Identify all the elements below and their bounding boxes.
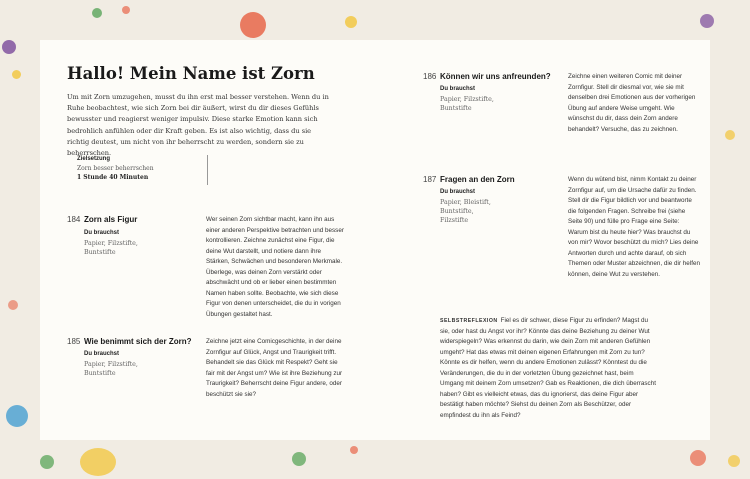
exercise-text: Zeichne jetzt eine Comicgeschichte, in der deine Zornfigur auf Glück, Angst und Traurigkeit trifft. Behandelt sie das Glück mit Respekt? Geht sie fair mit der Angst um? Wie ist ihre Beziehung zur Traurigkeit? Beherrscht deine Figur andere, oder beschützt sie sie? xyxy=(206,338,343,398)
materials-list: Papier, Bleistift, Buntstifte, Filzstifte xyxy=(440,199,491,224)
materials-list: Papier, Filzstifte, Buntstifte xyxy=(440,96,494,112)
materials-list: Papier, Filzstifte, Buntstifte xyxy=(84,361,138,377)
intro-paragraph: Um mit Zorn umzugehen, musst du ihn erst mal besser verstehen. Wenn du in Ruhe beobachtest, wie sich Zorn bei dir äußert, wirst du dir dieses Gefühls bewusster und reagierst weniger impulsiv. Diese starke Emotion kann sich bedrohlich anfühlen oder dir Kraft geben. Es ist also wichtig, dass du sie richtig deutest, um nicht von ihr beherrscht zu werden, sondern sie zu beherrschen. xyxy=(67,93,329,158)
watercolor-splash xyxy=(122,6,130,14)
materials-heading: Du brauchst xyxy=(84,230,120,236)
goal-box xyxy=(67,155,208,185)
watercolor-splash xyxy=(690,450,706,466)
watercolor-splash xyxy=(240,12,266,38)
watercolor-splash xyxy=(700,14,714,28)
exercise-title: Zorn als Figur xyxy=(84,215,138,224)
exercise-number: 186 xyxy=(423,72,437,81)
watercolor-splash xyxy=(6,405,28,427)
exercise-title: Wie benimmt sich der Zorn? xyxy=(84,337,192,346)
exercise-number: 187 xyxy=(423,175,437,184)
watercolor-splash xyxy=(728,455,740,467)
exercise-title: Fragen an den Zorn xyxy=(440,175,515,184)
watercolor-splash xyxy=(350,446,358,454)
self-reflection xyxy=(440,316,658,421)
goal-time: 1 Stunde 40 Minuten xyxy=(77,174,149,181)
materials-heading: Du brauchst xyxy=(440,189,476,195)
self-reflection-text: Fiel es dir schwer, diese Figur zu erfinden? Magst du sie, oder hast du Angst vor ihr? Könnte das deine Beziehung zu deiner Wut widerspiegeln? Was erkennst du darin, wie dein Zorn mit anderen Gefühlen umgeht? Hat das etwas mit deinen eigenen Erfahrungen mit Zorn zu tun? Könnte es dir helfen, wenn du andere Emotionen zulässt? Könntest du die Veränderungen, die du in der vorletzten Übung gezeichnet hast, beim Umgang mit deinem Zorn umsetzen? Gab es Reaktionen, die dich überrascht haben? Gibt es vielleicht etwas, das du ignorierst, das deine Figur aber bestätigt haben möchte? Siehst du deinen Zorn als Beschützer, oder empfindest du ihn als Feind? xyxy=(440,317,656,419)
page-title: Hallo! Mein Name ist Zorn xyxy=(67,64,315,83)
exercise-text: Wer seinen Zorn sichtbar macht, kann ihn aus einer anderen Perspektive betrachten und besser kontrollieren. Zeichne zunächst eine Figur, die deine Wut darstellt, und notiere dann ihre Stärken, Schwächen und besonderen Merkmale. Überlege, was deinen Zorn verstärkt oder abschwächt und ob er lieber einen bestimmten Namen haben sollte. Beobachte, wie sich diese Figur von denen unterscheidet, die du in vorigen Übungen gestaltet hast. xyxy=(206,216,344,318)
watercolor-splash xyxy=(725,130,735,140)
goal-heading: Zielsetzung xyxy=(77,156,111,162)
exercise-number: 184 xyxy=(67,215,81,224)
self-reflection-label: SELBSTREFLEXION xyxy=(440,318,498,324)
materials-heading: Du brauchst xyxy=(440,86,476,92)
watercolor-splash xyxy=(80,448,116,476)
materials-list: Papier, Filzstifte, Buntstifte xyxy=(84,240,138,256)
watercolor-splash xyxy=(292,452,306,466)
watercolor-splash xyxy=(345,16,357,28)
watercolor-splash xyxy=(2,40,16,54)
watercolor-splash xyxy=(92,8,102,18)
watercolor-splash xyxy=(12,70,21,79)
exercise-title: Können wir uns anfreunden? xyxy=(440,72,551,81)
exercise-number: 185 xyxy=(67,337,81,346)
materials-heading: Du brauchst xyxy=(84,351,120,357)
book-spread xyxy=(40,40,710,440)
watercolor-splash xyxy=(40,455,54,469)
watercolor-splash xyxy=(8,300,18,310)
exercise-text: Zeichne einen weiteren Comic mit deiner Zornfigur. Stell dir diesmal vor, wie sie mit denselben drei Emotionen aus der vorherigen Übung auf andere Weise umgeht. Wie wünschst du dir, dass dein Zorn andere behandelt? Versuche, das zu zeichnen. xyxy=(568,73,696,133)
goal-text: Zorn besser beherrschen xyxy=(77,165,154,172)
exercise-text: Wenn du wütend bist, nimm Kontakt zu deiner Zornfigur auf, um die Ursache dafür zu finden. Stell dir die Figur bildlich vor und beantworte die folgenden Fragen. Schreibe frei (siehe Seite 90) und fülle pro Frage eine Seite: Warum bist du heute hier? Was brauchst du von mir? Wovor beschützt du mich? Lies deine Antworten durch und achte darauf, ob sich Themen oder Muster abzeichnen, die dir helfen können, deine Wut zu verstehen. xyxy=(568,176,700,278)
